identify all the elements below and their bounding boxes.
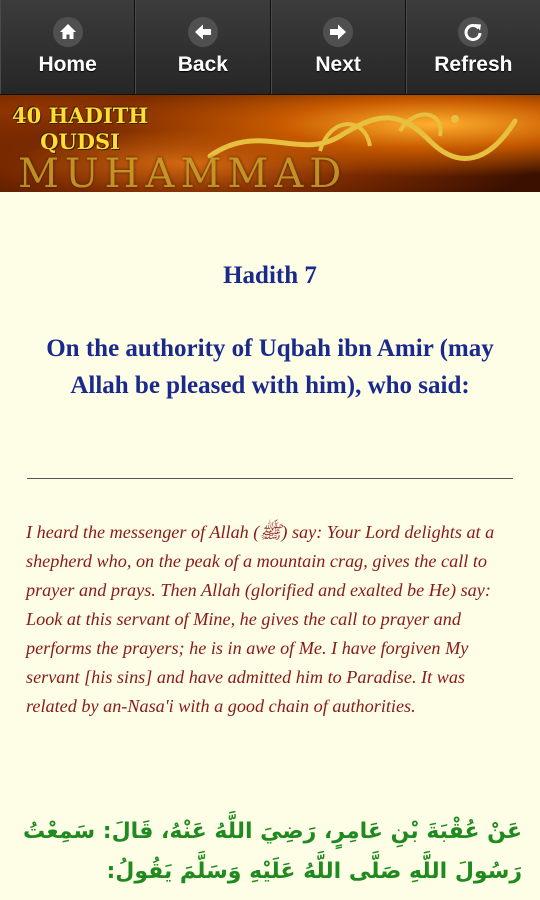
back-label: Back — [177, 53, 228, 76]
hadith-text: I heard the messenger of Allah (ﷺ) say: Your Lord delights at a shepherd who, on the peak of a mountain crag, gives the call to prayer and prays. Then Allah (glorified and exalted be He) say: Look at this servant of Mine, he gives the call to prayer and performs the prayers; he is in awe of Me. I have forgiven My servant [his sins] and have admitted him to Paradise. It was related by an-Nasa'i with a good chain of authorities. — [26, 522, 495, 716]
hadith-content — [0, 192, 540, 900]
arrow-right-icon — [323, 17, 353, 47]
hadith-number: Hadith 7 — [223, 262, 317, 289]
refresh-icon — [458, 17, 488, 47]
hadith-authority: On the authority of Uqbah ibn Amir (may Allah be pleased with him), who said: — [46, 335, 494, 399]
nav-bar — [0, 0, 540, 95]
back-button[interactable] — [135, 0, 270, 94]
home-icon — [53, 17, 83, 47]
banner-title-line1: 40 HADITH — [12, 103, 149, 128]
home-label: Home — [38, 53, 97, 76]
home-button[interactable] — [0, 0, 135, 94]
banner-title-line2: QUDSI — [40, 129, 120, 154]
hadith-arabic-text: عَنْ عُقْبَةَ بْنِ عَامِرٍ، رَضِيَ اللَّهُ عَنْهُ، قَالَ: سَمِعْتُ رَسُولَ اللَّهِ صَلَّى اللَّهُ عَلَيْهِ وَسَلَّمَ يَقُولُ: — [23, 819, 522, 884]
header-banner — [0, 95, 540, 192]
banner-title — [12, 103, 148, 155]
refresh-button[interactable] — [406, 0, 540, 94]
divider — [27, 478, 513, 479]
next-label: Next — [315, 53, 361, 76]
banner-name: MUHAMMAD — [18, 151, 348, 192]
arrow-left-icon — [188, 17, 218, 47]
refresh-label: Refresh — [434, 53, 513, 76]
next-button[interactable] — [271, 0, 406, 94]
